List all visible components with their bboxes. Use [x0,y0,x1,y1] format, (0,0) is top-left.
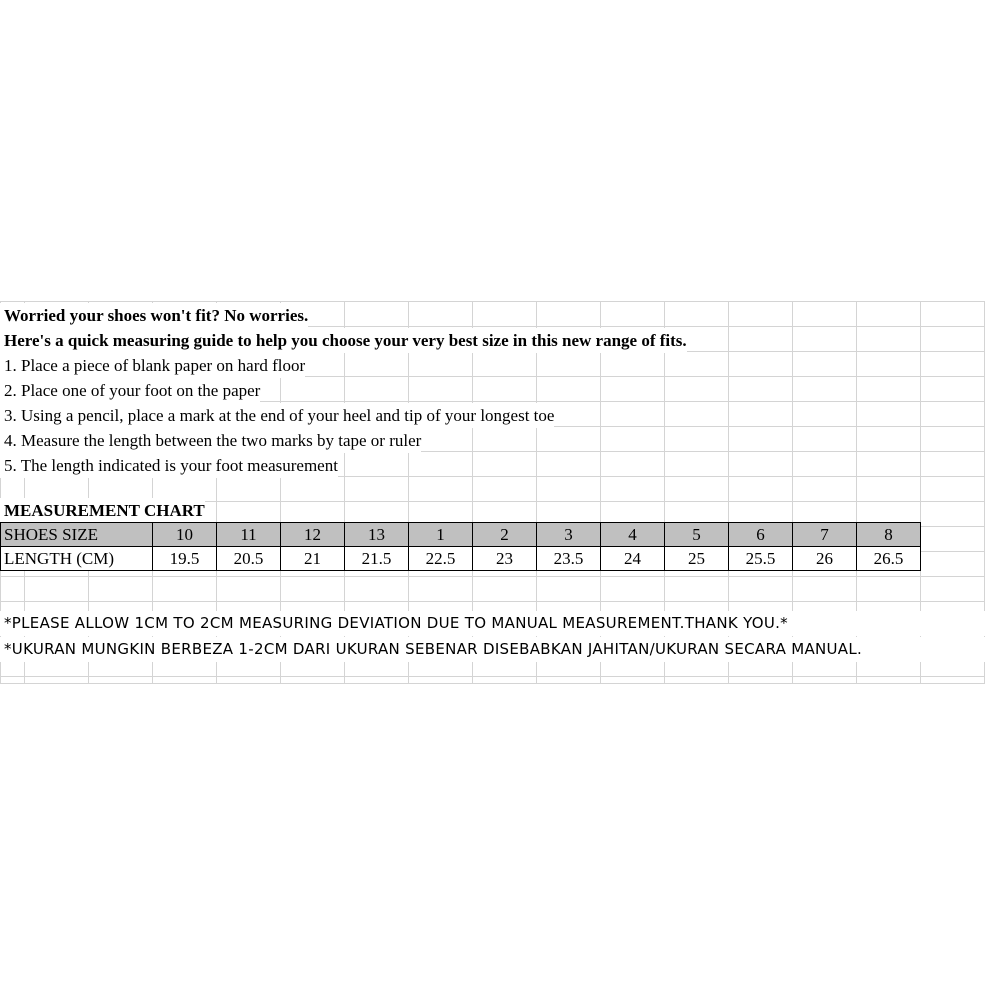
chart-heading: MEASUREMENT CHART [0,498,205,523]
length-label: LENGTH (CM) [1,547,153,571]
size-cell: 13 [345,523,409,547]
size-row [1,523,921,547]
step-4: 4. Measure the length between the two marks by tape or ruler [0,428,421,453]
length-cell: 20.5 [217,547,281,571]
size-cell: 10 [153,523,217,547]
size-cell: 5 [665,523,729,547]
grid-line [0,683,985,684]
size-label: SHOES SIZE [1,523,153,547]
step-2: 2. Place one of your foot on the paper [0,378,260,403]
step-3: 3. Using a pencil, place a mark at the end of your heel and tip of your longest toe [0,403,554,428]
step-1: 1. Place a piece of blank paper on hard floor [0,353,305,378]
size-cell: 11 [217,523,281,547]
length-cell: 23 [473,547,537,571]
size-cell: 7 [793,523,857,547]
size-cell: 3 [537,523,601,547]
length-cell: 21 [281,547,345,571]
size-cell: 6 [729,523,793,547]
note-english: *PLEASE ALLOW 1CM TO 2CM MEASURING DEVIATION DUE TO MANUAL MEASUREMENT.THANK YOU.* [0,611,985,636]
size-cell: 8 [857,523,921,547]
size-cell: 4 [601,523,665,547]
length-cell: 26 [793,547,857,571]
length-cell: 21.5 [345,547,409,571]
length-cell: 25 [665,547,729,571]
length-cell: 22.5 [409,547,473,571]
intro-title: Worried your shoes won't fit? No worries. [0,303,308,328]
length-cell: 23.5 [537,547,601,571]
length-row [1,547,921,571]
note-malay: *UKURAN MUNGKIN BERBEZA 1-2CM DARI UKURAN SEBENAR DISEBABKAN JAHITAN/UKURAN SECARA MANUAL. [0,637,985,662]
length-cell: 19.5 [153,547,217,571]
spreadsheet-grid [0,301,985,684]
size-chart-table [0,522,921,571]
step-5: 5. The length indicated is your foot measurement [0,453,338,478]
size-cell: 1 [409,523,473,547]
size-cell: 12 [281,523,345,547]
length-cell: 25.5 [729,547,793,571]
size-cell: 2 [473,523,537,547]
length-cell: 24 [601,547,665,571]
intro-subtitle: Here's a quick measuring guide to help you choose your very best size in this new range of fits. [0,328,687,353]
length-cell: 26.5 [857,547,921,571]
